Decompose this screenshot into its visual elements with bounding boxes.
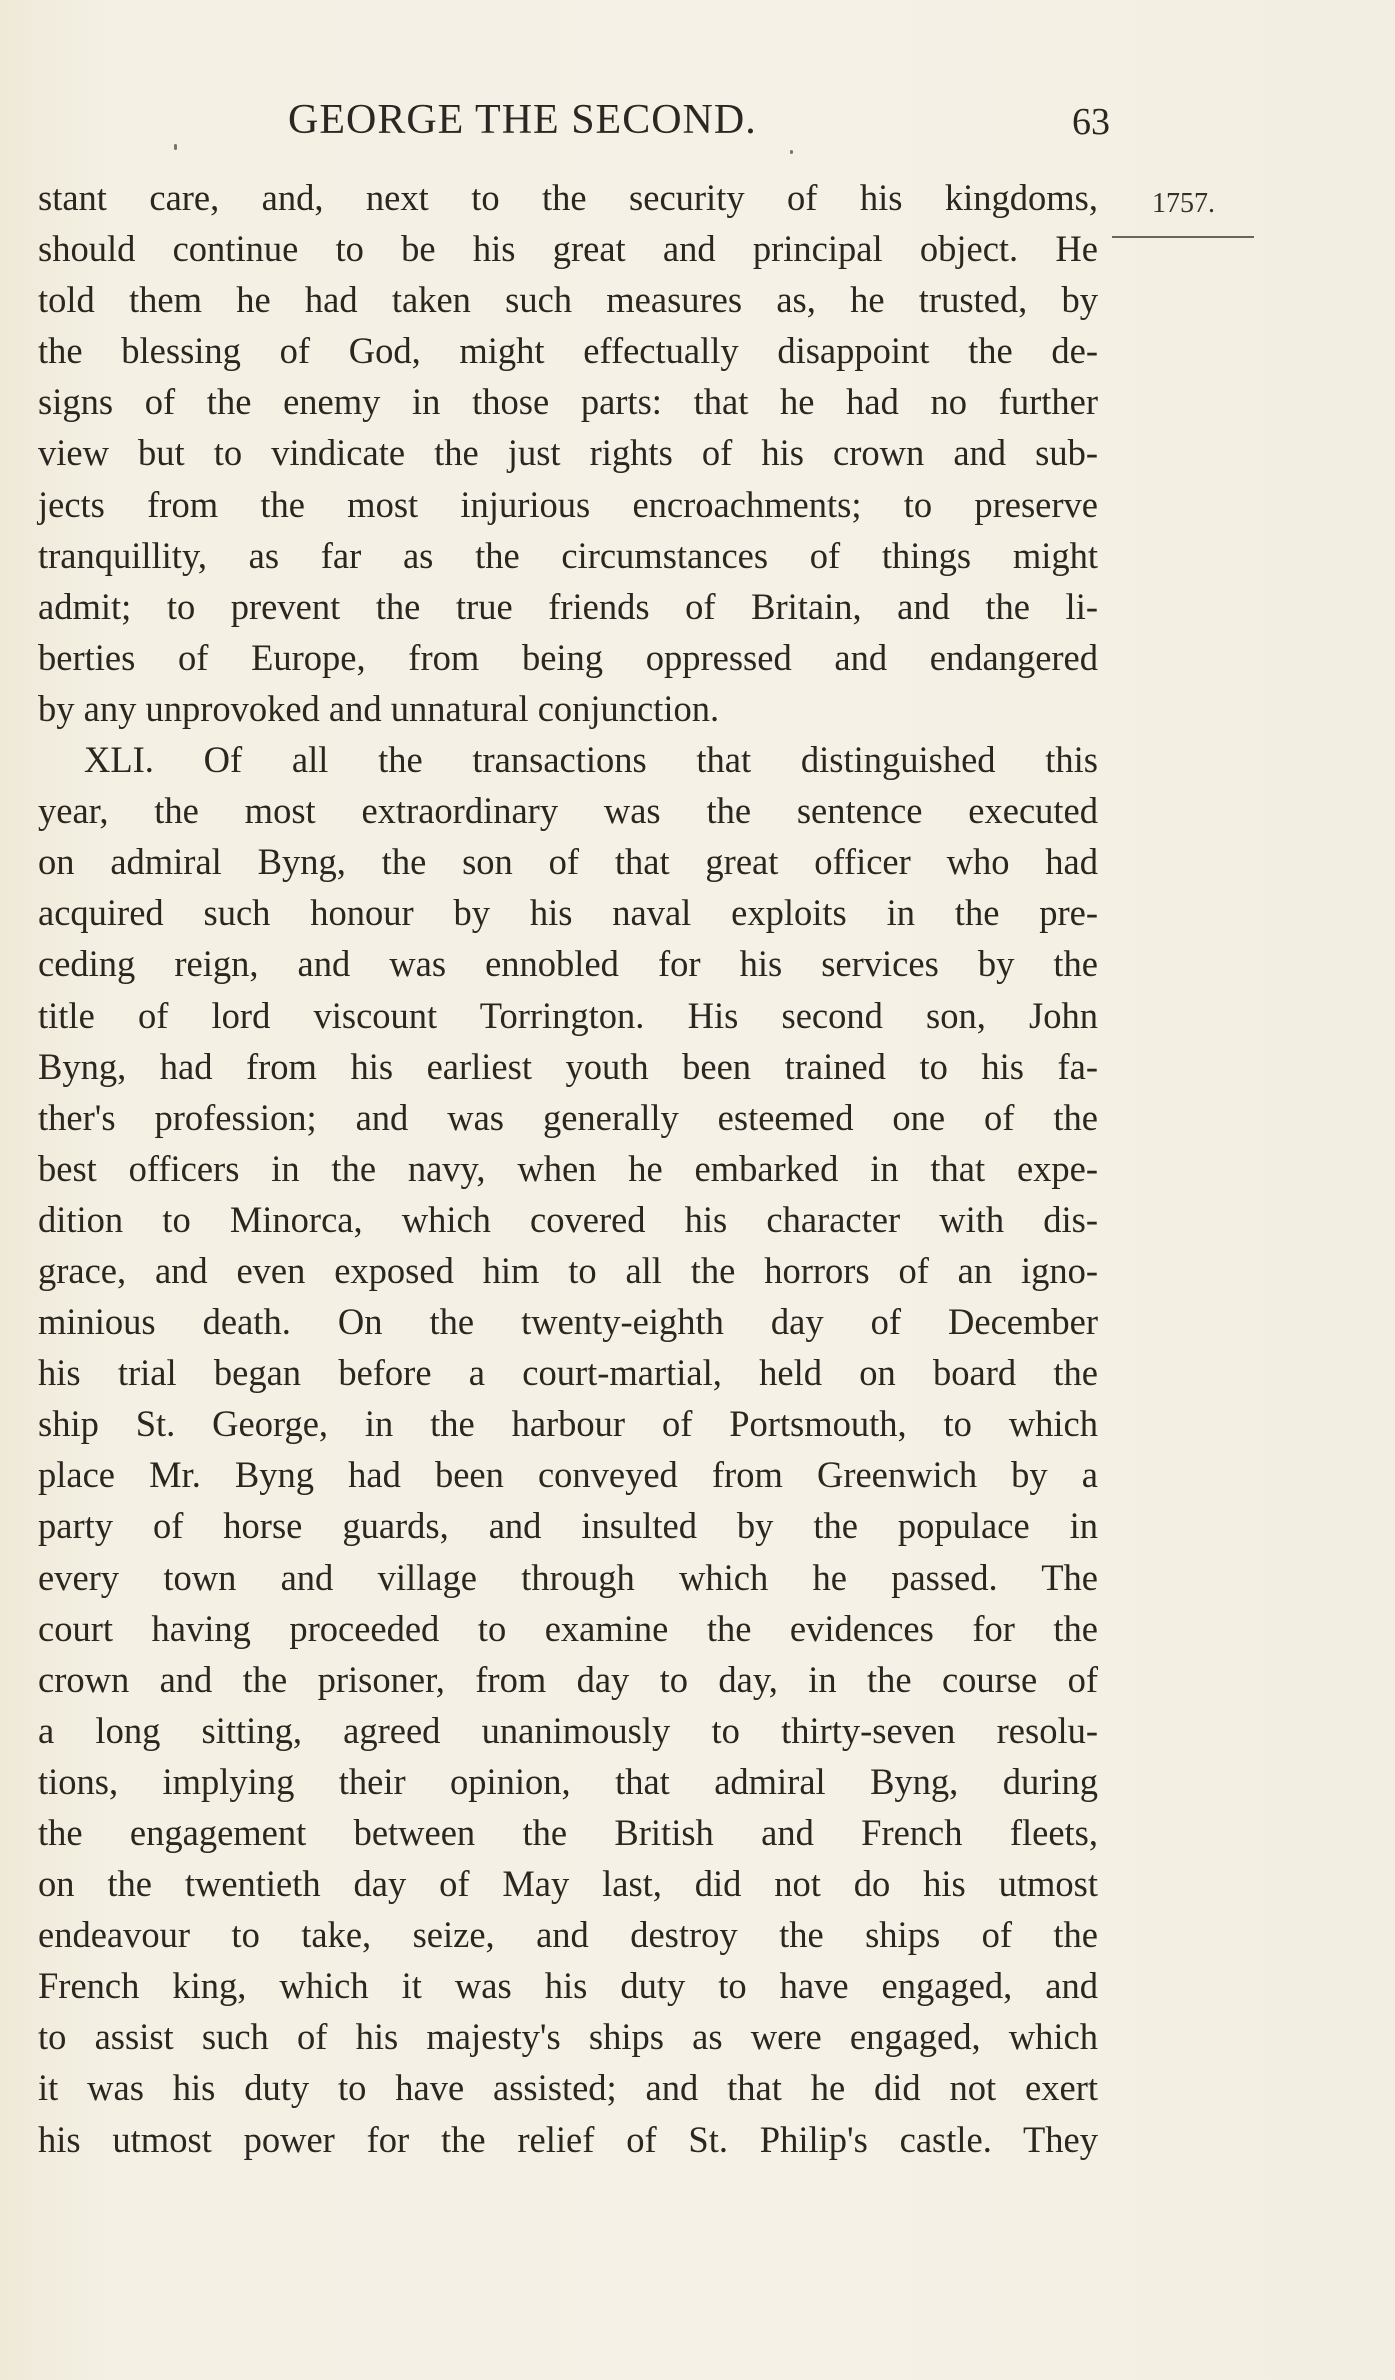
- print-speck: [174, 144, 177, 150]
- text-line: minious death. On the twenty-eighth day of December: [38, 1301, 1098, 1343]
- text-line: ceding reign, and was ennobled for his services by the: [38, 943, 1098, 985]
- text-line: on the twentieth day of May last, did not do his utmost: [38, 1863, 1098, 1905]
- text-line: view but to vindicate the just rights of his crown and sub-: [38, 432, 1098, 474]
- text-line: every town and village through which he passed. The: [38, 1556, 1098, 1598]
- text-line: told them he had taken such measures as, he trusted, by: [38, 279, 1098, 321]
- text-line: to assist such of his majesty's ships as were engaged, which: [38, 2016, 1098, 2058]
- text-line: title of lord viscount Torrington. His second son, John: [38, 994, 1098, 1036]
- running-head: GEORGE THE SECOND.: [288, 97, 757, 143]
- text-line: his trial began before a court-martial, held on board the: [38, 1352, 1098, 1394]
- text-line: acquired such honour by his naval exploits in the pre-: [38, 892, 1098, 934]
- text-line: signs of the enemy in those parts: that he had no further: [38, 381, 1098, 423]
- text-line: tranquillity, as far as the circumstances of things might: [38, 534, 1098, 576]
- section-start-line: XLI. Of all the transactions that distinguished this: [84, 739, 1098, 781]
- text-line: on admiral Byng, the son of that great officer who had: [38, 841, 1098, 883]
- text-line: year, the most extraordinary was the sentence executed: [38, 790, 1098, 832]
- text-line: French king, which it was his duty to have engaged, and: [38, 1965, 1098, 2007]
- text-line: court having proceeded to examine the evidences for the: [38, 1607, 1098, 1649]
- text-line: the blessing of God, might effectually disappoint the de-: [38, 330, 1098, 372]
- text-line: a long sitting, agreed unanimously to thirty-seven resolu-: [38, 1709, 1098, 1751]
- margin-year-note: 1757.: [1152, 188, 1215, 219]
- text-line: grace, and even exposed him to all the horrors of an igno-: [38, 1249, 1098, 1291]
- text-line: Byng, had from his earliest youth been trained to his fa-: [38, 1045, 1098, 1087]
- margin-rule: [1112, 236, 1254, 238]
- page-number: 63: [1072, 101, 1110, 143]
- body-text: [38, 172, 1098, 2165]
- text-line: endeavour to take, seize, and destroy the ships of the: [38, 1914, 1098, 1956]
- text-line: place Mr. Byng had been conveyed from Greenwich by a: [38, 1454, 1098, 1496]
- text-line: ther's profession; and was generally esteemed one of the: [38, 1096, 1098, 1138]
- text-line: should continue to be his great and principal object. He: [38, 228, 1098, 270]
- text-line: ship St. George, in the harbour of Portsmouth, to which: [38, 1403, 1098, 1445]
- print-speck: [790, 150, 793, 154]
- text-line: the engagement between the British and French fleets,: [38, 1812, 1098, 1853]
- text-line: best officers in the navy, when he embarked in that expe-: [38, 1147, 1098, 1189]
- text-line: stant care, and, next to the security of his kingdoms,: [38, 177, 1098, 218]
- text-line: berties of Europe, from being oppressed and endangered: [38, 636, 1098, 678]
- text-line: by any unprovoked and unnatural conjunction.: [38, 687, 720, 729]
- page-header: [270, 96, 1110, 146]
- text-line: it was his duty to have assisted; and that he did not exert: [38, 2067, 1098, 2109]
- text-line: tions, implying their opinion, that admiral Byng, during: [38, 1760, 1098, 1802]
- text-line: his utmost power for the relief of St. Philip's castle. They: [38, 2118, 1098, 2160]
- text-line: jects from the most injurious encroachments; to preserve: [38, 483, 1098, 525]
- text-line: party of horse guards, and insulted by the populace in: [38, 1505, 1098, 1547]
- text-line: dition to Minorca, which covered his character with dis-: [38, 1198, 1098, 1240]
- text-line: crown and the prisoner, from day to day, in the course of: [38, 1658, 1098, 1700]
- text-line: admit; to prevent the true friends of Britain, and the li-: [38, 585, 1098, 627]
